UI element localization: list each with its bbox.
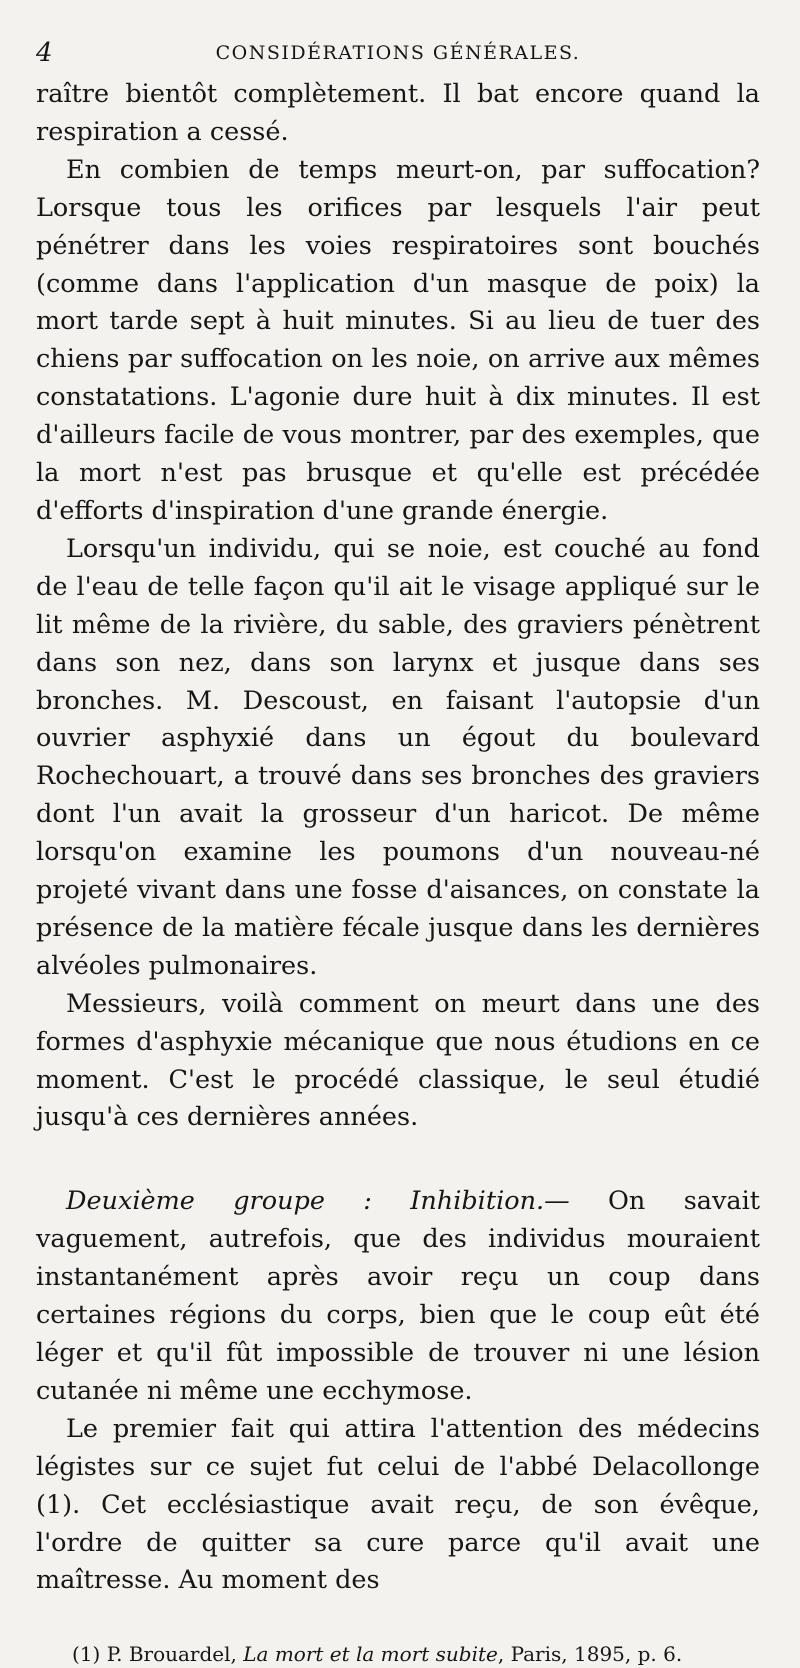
footnote-separator <box>36 1600 760 1640</box>
footnote-details: , Paris, 1895, p. 6. <box>497 1642 683 1667</box>
page-number: 4 <box>36 38 54 68</box>
footnote-author: P. Brouardel, <box>106 1642 237 1667</box>
footnote-reference: (1) <box>36 1489 73 1520</box>
paragraph-suffocation-time: En combien de temps meurt-on, par suffocation? Lorsque tous les orifices par lesquels l'air peut pénétrer dans les voies respiratoires sont bouchés (comme dans l'application d'un masque de poix) la mort tarde sept à huit minutes. Si au lieu de tuer des chiens par suffocation on les noie, on arrive aux mêmes constatations. L'agonie dure huit à dix minutes. Il est d'ailleurs facile de vous montrer, par des exemples, que la mort n'est pas brusque et qu'elle est précédée d'efforts d'inspiration d'une grande énergie. <box>36 154 760 526</box>
running-title: CONSIDÉRATIONS GÉNÉRALES. <box>215 42 581 64</box>
paragraph-drowning: Lorsqu'un individu, qui se noie, est couché au fond de l'eau de telle façon qu'il ait le visage appliqué sur le lit même de la rivière, du sable, des graviers pénètrent dans son nez, dans son larynx et jusque dans ses bronches. M. Descoust, en faisant l'autopsie d'un ouvrier asphyxié dans un égout du boulevard Rochechouart, a trouvé dans ses bronches des graviers dont l'un avait la grosseur d'un haricot. De même lorsqu'on examine les poumons d'un nouveau-né projeté vivant dans une fosse d'aisances, on constate la présence de la matière fécale jusque dans les dernières alvéoles pulmonaires. <box>36 533 760 981</box>
paragraph-inhibition-text: — On savait vaguement, autrefois, que des individus mouraient instantanément après avoir reçu un coup dans certaines régions du corps, bien que le coup eût été léger et qu'il fût impossible de trouver ni une lésion cutanée ni même une ecchymose. <box>36 1186 761 1406</box>
body-text <box>36 76 760 1600</box>
footnote-marker: (1) <box>72 1642 101 1667</box>
paragraph-delacollonge <box>36 1411 760 1601</box>
paragraph-classic-procedure: Messieurs, voilà comment on meurt dans une des formes d'asphyxie mécanique que nous étudions en ce moment. C'est le procédé classique, le seul étudié jusqu'à ces dernières années. <box>36 988 760 1133</box>
paragraph-delacollonge-start: Le premier fait qui attira l'attention des médecins légistes sur ce sujet fut celui de l'abbé Delacollonge <box>36 1413 760 1482</box>
paragraph-delacollonge-end: . Cet ecclésiastique avait reçu, de son évêque, l'ordre de quitter sa cure parce qu'il avait une maîtresse. Au moment des <box>36 1489 760 1596</box>
section-heading-inhibition: Deuxième groupe : Inhibition. <box>66 1186 545 1217</box>
section-break <box>36 1137 760 1183</box>
paragraph-inhibition <box>36 1183 760 1410</box>
footnote <box>36 1640 760 1668</box>
running-head <box>36 30 760 76</box>
paragraph-continuation: raître bientôt complètement. Il bat encore quand la respiration a cessé. <box>36 79 760 147</box>
footnote-work-title: La mort et la mort subite <box>243 1642 498 1667</box>
